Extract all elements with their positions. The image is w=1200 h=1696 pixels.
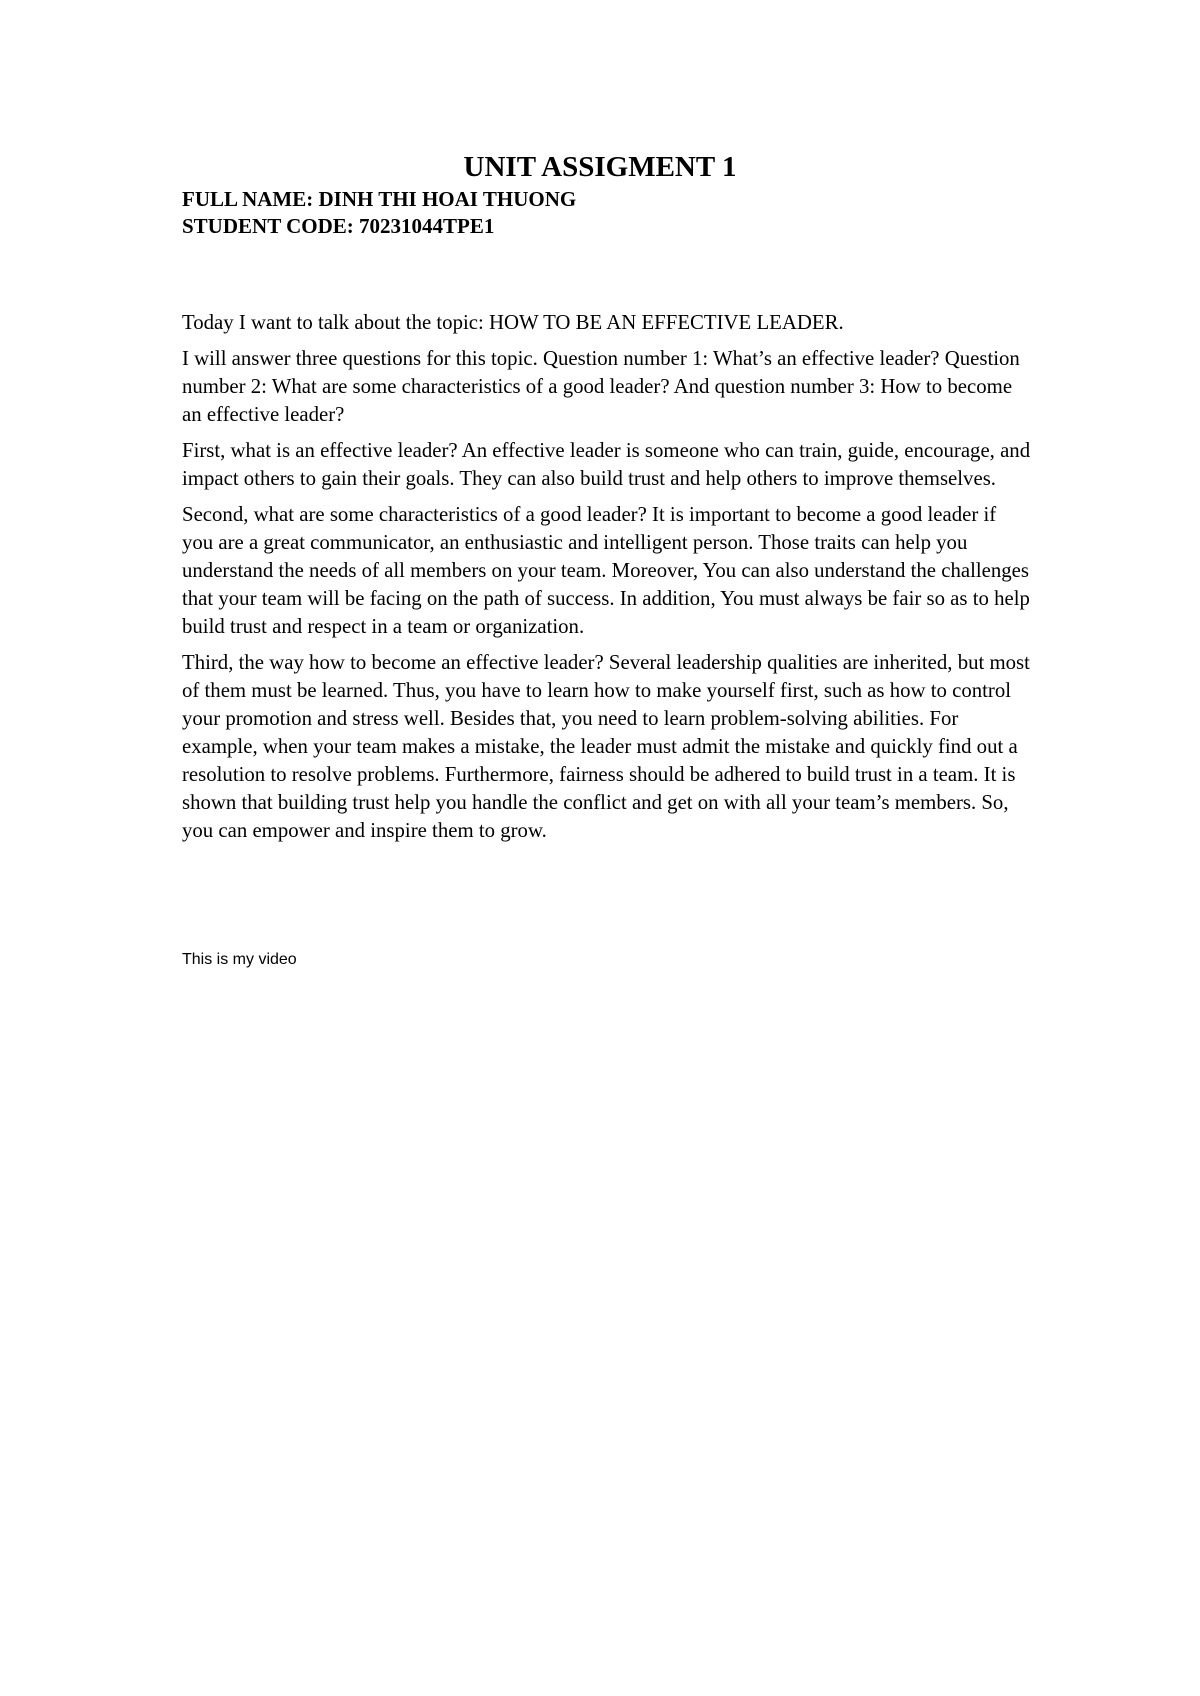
paragraph-intro: Today I want to talk about the topic: HOW TO BE AN EFFECTIVE LEADER. <box>182 311 844 334</box>
student-info <box>182 186 1042 240</box>
video-note: This is my video <box>182 951 297 968</box>
paragraph-first: First, what is an effective leader? An effective leader is someone who can train, guide, encourage, and impact others to gain their goals. They can also build trust and help others to improve themselves. <box>182 439 1031 490</box>
paragraph-questions: I will answer three questions for this topic. Question number 1: What’s an effective leader? Question number 2: What are some characteristics of a good leader? And question number 3: How to become an effective leader? <box>182 347 1020 426</box>
document-body <box>182 309 1032 853</box>
paragraph-second: Second, what are some characteristics of a good leader? It is important to become a good leader if you are a great communicator, an enthusiastic and intelligent person. Those traits can help you understand the needs of all members on your team. Moreover, You can also understand the challenges that your team will be facing on the path of success. In addition, You must always be fair so as to help build trust and respect in a team or organization. <box>182 503 1030 638</box>
paragraph-third: Third, the way how to become an effective leader? Several leadership qualities are inherited, but most of them must be learned. Thus, you have to learn how to make yourself first, such as how to control your promotion and stress well. Besides that, you need to learn problem-solving abilities. For example, when your team makes a mistake, the leader must admit the mistake and quickly find out a resolution to resolve problems. Furthermore, fairness should be adhered to build trust in a team. It is shown that building trust help you handle the conflict and get on with all your team’s members. So, you can empower and inspire them to grow. <box>182 651 1030 842</box>
full-name-line: FULL NAME: DINH THI HOAI THUONG <box>182 187 577 211</box>
document-title: UNIT ASSIGMENT 1 <box>463 151 737 183</box>
student-code-line: STUDENT CODE: 70231044TPE1 <box>182 214 495 238</box>
